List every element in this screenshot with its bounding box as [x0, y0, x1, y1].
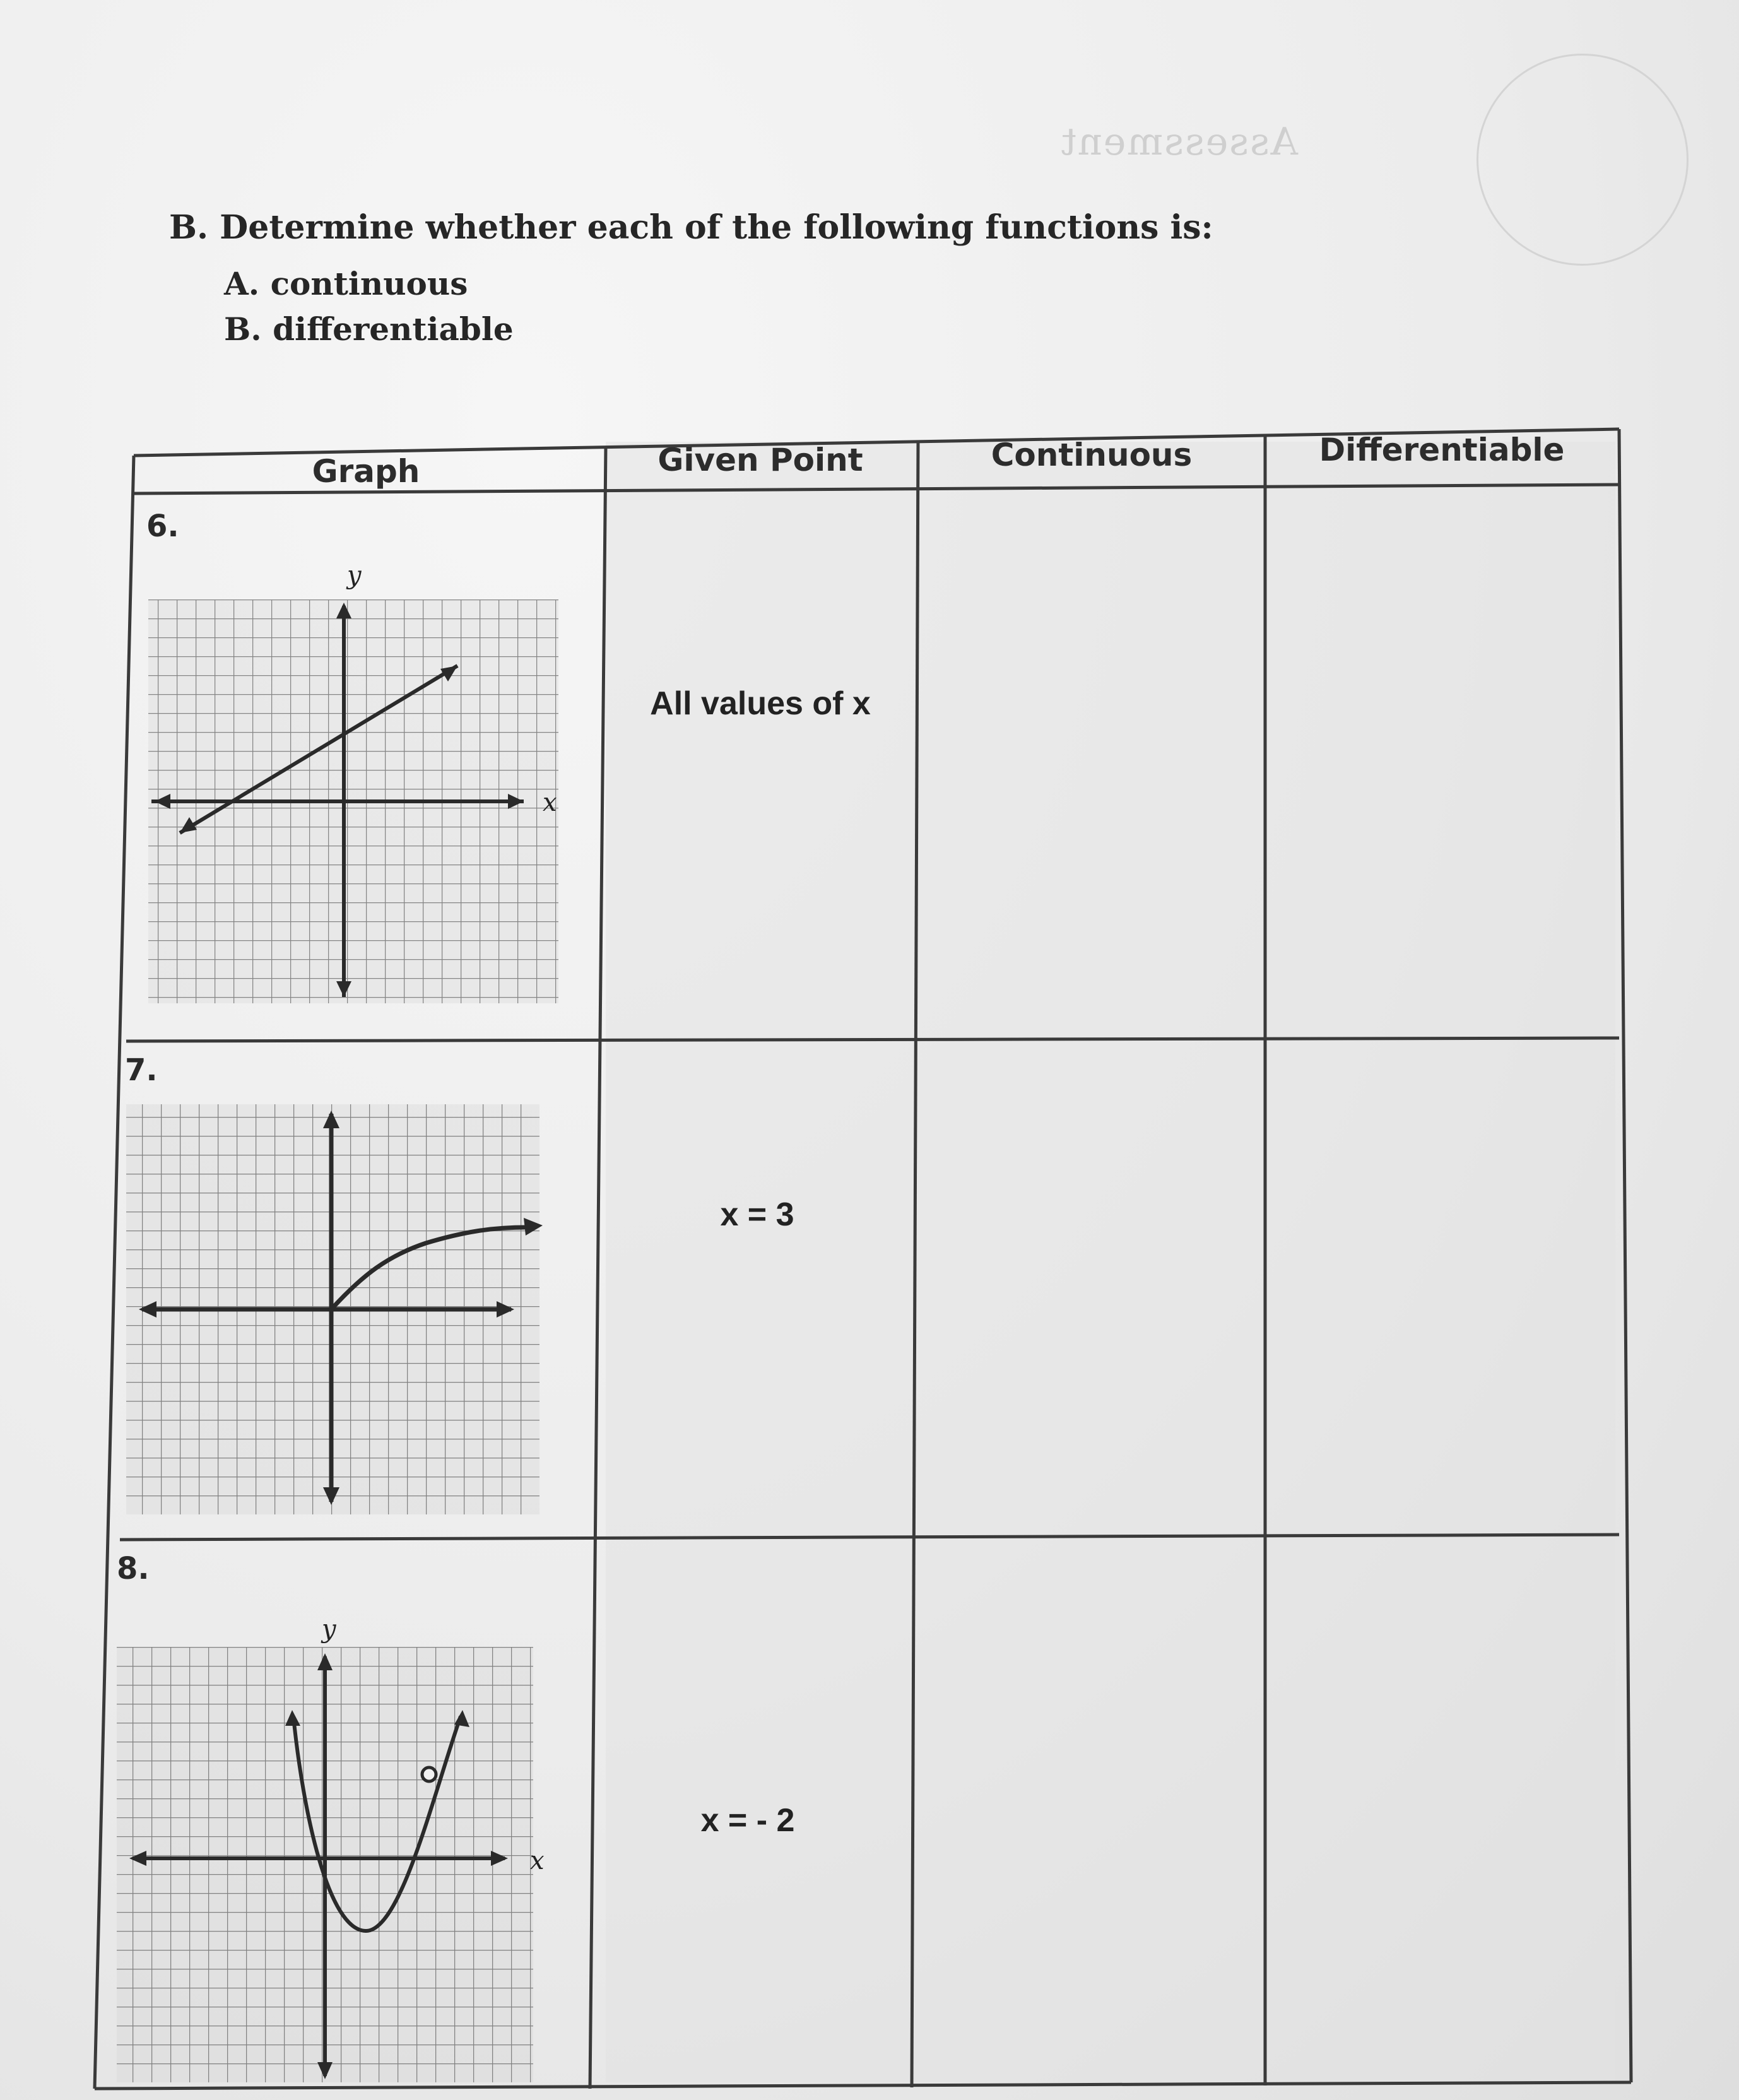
header-given-point: Given Point: [657, 442, 863, 478]
graph-square-root-function: [123, 1098, 565, 1527]
answer-differentiable-8[interactable]: [1268, 1537, 1625, 2079]
header-continuous: Continuous: [991, 437, 1193, 473]
header-graph: Graph: [312, 453, 420, 490]
option-continuous: A. continuous: [224, 265, 468, 302]
answer-continuous-7[interactable]: [916, 1044, 1262, 1533]
given-point-6: All values of x: [650, 685, 871, 722]
bleed-through-heading: Assessment: [1060, 120, 1299, 164]
answer-differentiable-7[interactable]: [1268, 1041, 1622, 1533]
row-number-8: 8.: [117, 1551, 150, 1586]
instructions-title: B. Determine whether each of the following functions is:: [169, 208, 1213, 247]
y-axis-label: y: [347, 562, 362, 590]
graph-parabola-hole: [114, 1609, 568, 2089]
answer-continuous-6[interactable]: [921, 492, 1262, 1035]
x-axis-label: x: [530, 1846, 545, 1875]
y-axis-label: y: [322, 1615, 336, 1644]
x-axis-label: x: [543, 788, 557, 817]
option-differentiable: B. differentiable: [224, 310, 514, 348]
row-number-7: 7.: [125, 1053, 158, 1088]
answer-continuous-8[interactable]: [915, 1540, 1262, 2082]
header-differentiable: Differentiable: [1319, 432, 1565, 468]
answer-differentiable-6[interactable]: [1268, 486, 1615, 1035]
row-number-6: 6.: [146, 509, 179, 544]
given-point-7: x = 3: [720, 1196, 794, 1233]
graph-linear-function: [139, 562, 581, 1016]
given-point-8: x = - 2: [700, 1802, 795, 1839]
